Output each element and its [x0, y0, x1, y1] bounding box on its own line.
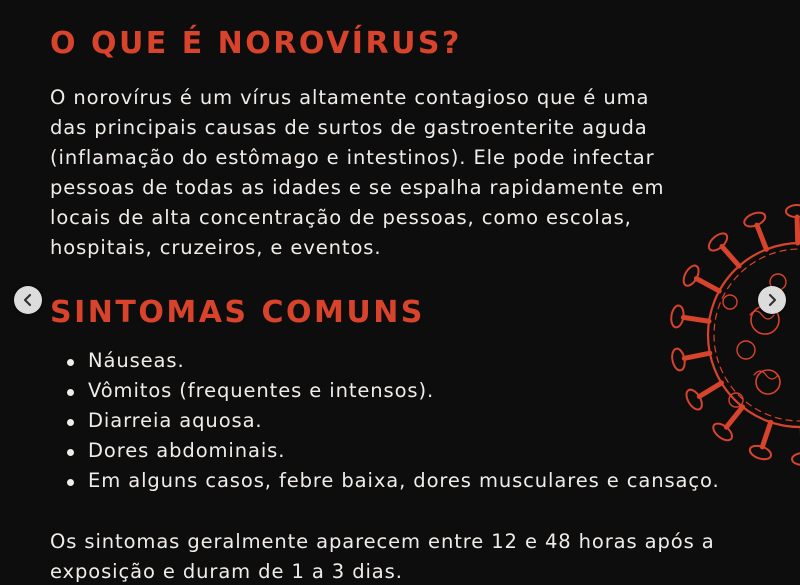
chevron-left-icon: [21, 293, 35, 307]
footnote-paragraph: [50, 527, 715, 585]
intro-line: (inflamação do estômago e intestinos). Ele pode infectar: [50, 146, 655, 169]
footnote-line: Os sintomas geralmente aparecem entre 12 e 48 horas após a: [50, 530, 715, 553]
list-item: Em alguns casos, febre baixa, dores musculares e cansaço.: [50, 466, 720, 496]
page-title: O QUE É NOROVÍRUS?: [50, 26, 462, 61]
symptom-list: [50, 346, 720, 496]
list-item: Vômitos (frequentes e intensos).: [50, 376, 720, 406]
intro-line: locais de alta concentração de pessoas, como escolas,: [50, 206, 632, 229]
symptoms-heading: SINTOMAS COMUNS: [50, 295, 425, 330]
chevron-right-icon: [765, 293, 779, 307]
footnote-line: exposição e duram de 1 a 3 dias.: [50, 560, 403, 583]
list-item: Dores abdominais.: [50, 436, 720, 466]
previous-slide-button[interactable]: [14, 286, 42, 314]
intro-line: das principais causas de surtos de gastroenterite aguda: [50, 116, 648, 139]
intro-line: O norovírus é um vírus altamente contagioso que é uma: [50, 86, 650, 109]
intro-line: pessoas de todas as idades e se espalha rapidamente em: [50, 176, 665, 199]
intro-paragraph: [50, 83, 664, 263]
next-slide-button[interactable]: [758, 286, 786, 314]
list-item: Diarreia aquosa.: [50, 406, 720, 436]
intro-line: hospitais, cruzeiros, e eventos.: [50, 236, 382, 259]
list-item: Náuseas.: [50, 346, 720, 376]
